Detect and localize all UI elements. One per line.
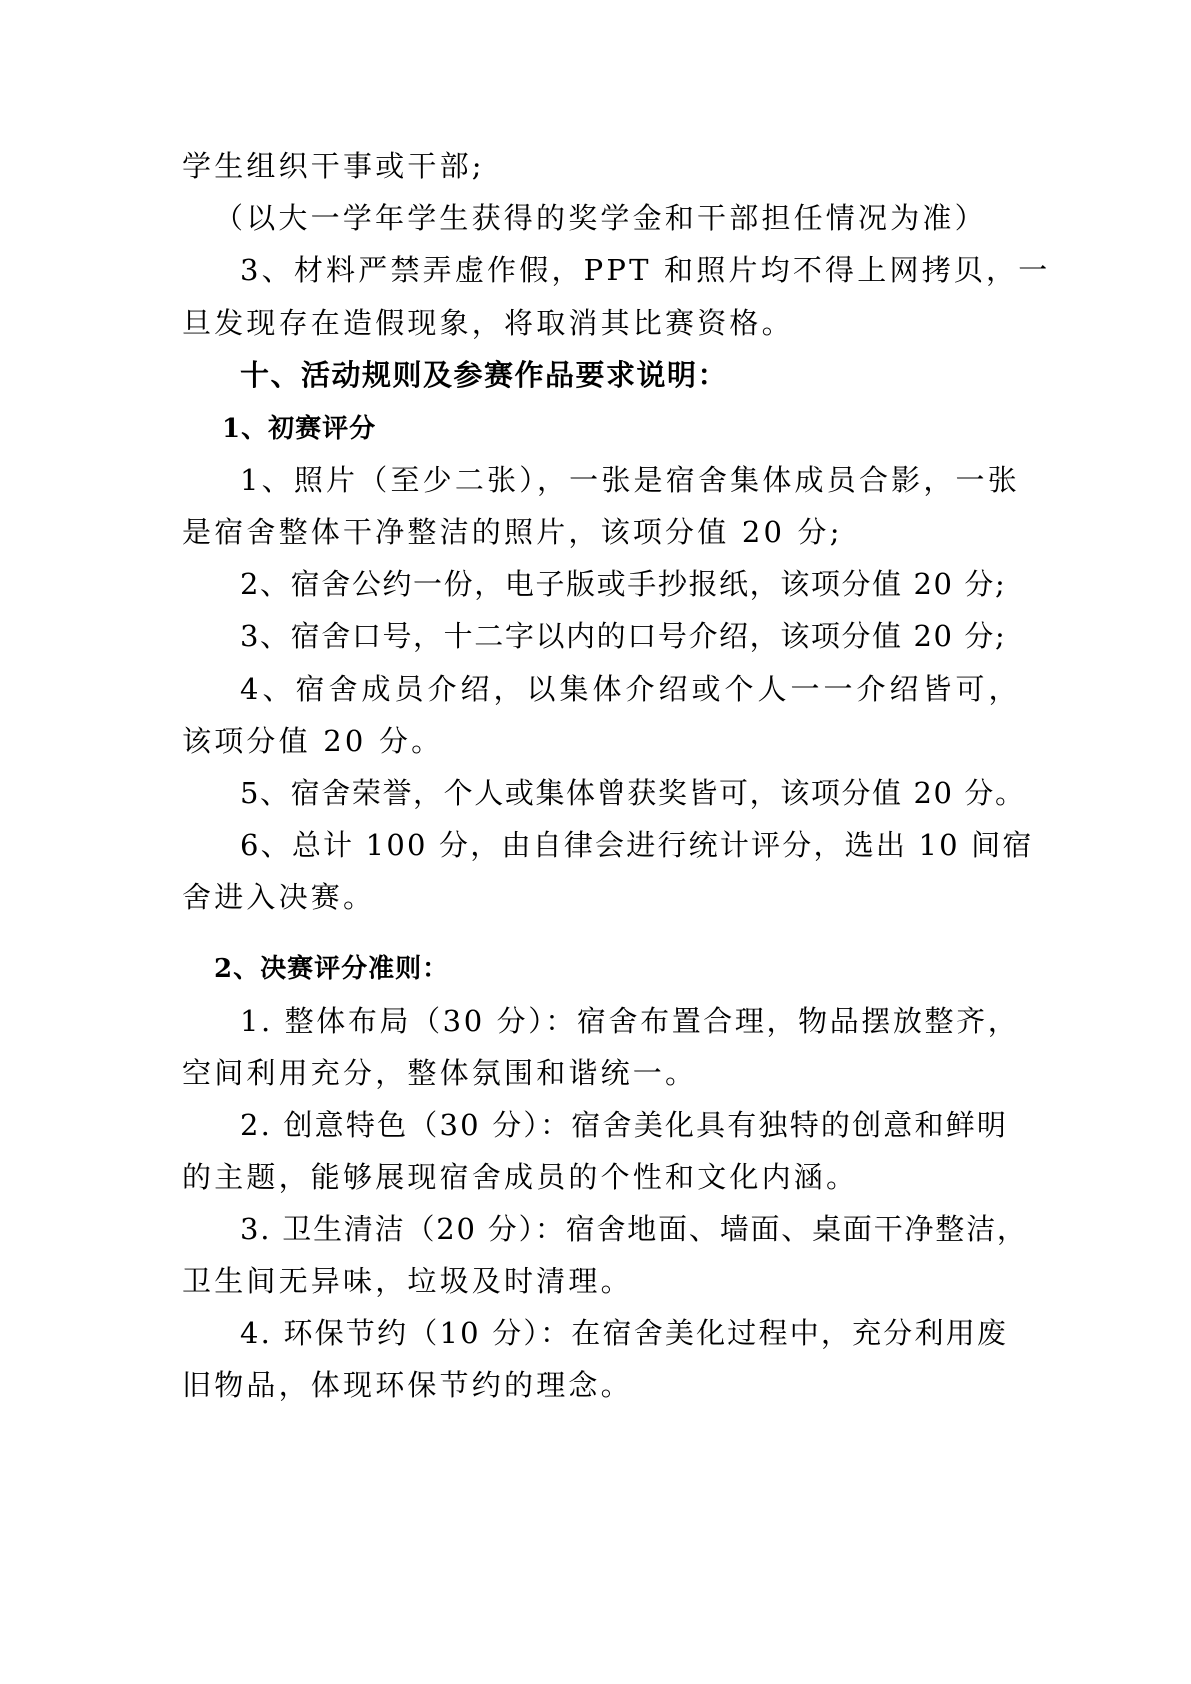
text-line-layout: 1. 整体布局（30 分）：宿舍布置合理，物品摆放整齐， <box>240 1004 1020 1038</box>
text-line-hygiene: 3. 卫生清洁（20 分）：宿舍地面、墙面、桌面干净整洁， <box>240 1212 1028 1246</box>
section-heading-rules: 十、活动规则及参赛作品要求说明： <box>240 358 729 392</box>
text-line-disqualification: 旦发现存在造假现象，将取消其比赛资格。 <box>182 306 794 340</box>
text-line-honors: 5、宿舍荣誉，个人或集体曾获奖皆可，该项分值 20 分。 <box>240 776 1026 810</box>
text-line-slogan: 3、宿舍口号，十二字以内的口号介绍，该项分值 20 分; <box>240 619 1007 653</box>
text-line-members: 4、宿舍成员介绍，以集体介绍或个人一一介绍皆可， <box>240 672 1022 706</box>
subheading-final-criteria: 2、决赛评分准则： <box>214 954 450 984</box>
text-line-organization-cadre: 学生组织干事或干部; <box>182 149 485 183</box>
text-line-creativity-cont: 的主题，能够展现宿舍成员的个性和文化内涵。 <box>182 1160 859 1194</box>
text-line-convention: 2、宿舍公约一份，电子版或手抄报纸，该项分值 20 分; <box>240 567 1007 601</box>
text-line-photos-cont: 是宿舍整体干净整洁的照片，该项分值 20 分; <box>182 515 843 549</box>
text-line-layout-cont: 空间利用充分，整体氛围和谐统一。 <box>182 1056 698 1090</box>
text-line-creativity: 2. 创意特色（30 分）：宿舍美化具有独特的创意和鲜明 <box>240 1108 1009 1142</box>
text-line-total-cont: 舍进入决赛。 <box>182 880 376 914</box>
text-line-no-fraud: 3、材料严禁弄虚作假，PPT 和照片均不得上网拷贝，一 <box>240 253 1051 287</box>
text-line-members-cont: 该项分值 20 分。 <box>182 724 444 758</box>
text-line-basis-note: （以大一学年学生获得的奖学金和干部担任情况为准） <box>214 201 987 235</box>
text-line-eco-cont: 旧物品，体现环保节约的理念。 <box>182 1368 633 1402</box>
text-line-eco: 4. 环保节约（10 分）：在宿舍美化过程中，充分利用废 <box>240 1316 1009 1350</box>
text-line-total: 6、总计 100 分，由自律会进行统计评分，选出 10 间宿 <box>240 828 1034 862</box>
text-line-hygiene-cont: 卫生间无异味，垃圾及时清理。 <box>182 1264 633 1298</box>
text-line-photos: 1、照片（至少二张），一张是宿舍集体成员合影，一张 <box>240 463 1020 497</box>
subheading-preliminary-scoring: 1、初赛评分 <box>222 414 377 444</box>
